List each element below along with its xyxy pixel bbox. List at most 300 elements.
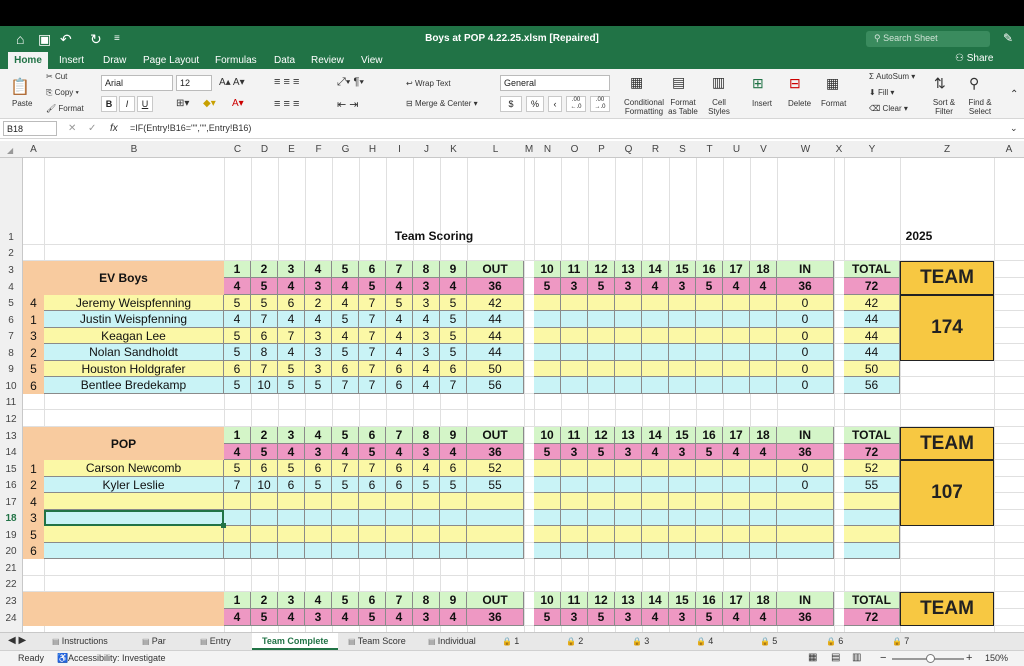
player-name[interactable]: Houston Holdgrafer: [44, 361, 224, 377]
score-cell[interactable]: [359, 543, 386, 559]
cell-styles-label[interactable]: Cell Styles: [708, 98, 730, 116]
align-top-icon[interactable]: ≡ ≡ ≡: [274, 76, 300, 88]
hole-par[interactable]: 3: [669, 444, 696, 460]
score-cell-back[interactable]: [588, 477, 615, 493]
column-header[interactable]: Q: [624, 144, 633, 155]
score-cell-back[interactable]: [750, 361, 777, 377]
row-header[interactable]: 23: [5, 596, 17, 607]
hole-par[interactable]: 4: [642, 444, 669, 460]
score-cell[interactable]: 7: [359, 295, 386, 311]
hole-number[interactable]: 6: [359, 261, 386, 278]
tab-insert[interactable]: Insert: [59, 55, 85, 66]
row-header[interactable]: 21: [5, 563, 17, 574]
autosum-button[interactable]: Σ AutoSum ▾: [869, 72, 916, 81]
column-header[interactable]: O: [570, 144, 579, 155]
hole-number[interactable]: 18: [750, 592, 777, 609]
score-cell[interactable]: 5: [440, 328, 467, 344]
score-cell-back[interactable]: [750, 460, 777, 477]
hole-number[interactable]: OUT: [467, 592, 524, 609]
score-cell-back[interactable]: [696, 344, 723, 361]
score-cell-back[interactable]: [750, 295, 777, 311]
player-rank[interactable]: 6: [23, 543, 44, 559]
score-cell[interactable]: [467, 493, 524, 510]
player-total[interactable]: 52: [844, 460, 900, 477]
score-cell-back[interactable]: [561, 311, 588, 328]
hole-par[interactable]: 3: [305, 609, 332, 626]
hole-par[interactable]: 4: [278, 609, 305, 626]
in-total[interactable]: 0: [777, 344, 834, 361]
score-cell-back[interactable]: [750, 526, 777, 543]
score-cell[interactable]: [467, 510, 524, 526]
score-cell[interactable]: [251, 526, 278, 543]
row-header[interactable]: 1: [8, 232, 14, 243]
hole-par[interactable]: 5: [534, 444, 561, 460]
score-cell[interactable]: 7: [359, 377, 386, 394]
score-cell-back[interactable]: [642, 526, 669, 543]
tab-home[interactable]: Home: [8, 52, 48, 69]
hole-par[interactable]: 4: [224, 609, 251, 626]
score-cell-back[interactable]: [588, 311, 615, 328]
score-cell[interactable]: 6: [305, 460, 332, 477]
hole-number[interactable]: IN: [777, 592, 834, 609]
score-cell-back[interactable]: [615, 311, 642, 328]
row-header[interactable]: 24: [5, 613, 17, 624]
hole-number[interactable]: 11: [561, 427, 588, 444]
hole-par[interactable]: 5: [588, 278, 615, 295]
collapse-ribbon-icon[interactable]: ⌃: [1010, 89, 1019, 100]
score-cell[interactable]: 5: [440, 295, 467, 311]
score-cell[interactable]: 4: [305, 311, 332, 328]
hole-number[interactable]: 8: [413, 592, 440, 609]
accessibility-icon[interactable]: ♿: [57, 653, 69, 663]
row-header[interactable]: 22: [5, 579, 17, 590]
score-cell-back[interactable]: [723, 344, 750, 361]
score-cell-back[interactable]: [615, 493, 642, 510]
score-cell[interactable]: [413, 543, 440, 559]
total-par[interactable]: 72: [844, 609, 900, 626]
zoom-out-icon[interactable]: −: [880, 652, 887, 664]
more-icon[interactable]: ≡: [114, 33, 120, 44]
score-cell[interactable]: 8: [251, 344, 278, 361]
player-total[interactable]: 50: [844, 361, 900, 377]
column-header[interactable]: T: [706, 144, 713, 155]
hole-number[interactable]: 9: [440, 427, 467, 444]
score-cell[interactable]: 4: [413, 311, 440, 328]
player-total[interactable]: 44: [844, 344, 900, 361]
column-header[interactable]: P: [598, 144, 605, 155]
sheet-tab[interactable]: [252, 633, 338, 650]
italic-button[interactable]: I: [119, 96, 135, 112]
score-cell[interactable]: [251, 510, 278, 526]
formula-input[interactable]: =IF(Entry!B16="","",Entry!B16): [130, 123, 252, 133]
score-cell[interactable]: [332, 543, 359, 559]
row-header[interactable]: 4: [8, 282, 14, 293]
hole-par[interactable]: 36: [777, 609, 834, 626]
score-cell[interactable]: 10: [251, 477, 278, 493]
player-rank[interactable]: 5: [23, 526, 44, 543]
score-cell-back[interactable]: [642, 361, 669, 377]
percent-button[interactable]: %: [526, 96, 544, 112]
score-cell[interactable]: 5: [413, 477, 440, 493]
score-cell-back[interactable]: [723, 477, 750, 493]
in-total[interactable]: [777, 543, 834, 559]
player-name[interactable]: [44, 543, 224, 559]
column-header[interactable]: Y: [868, 144, 876, 155]
expand-formula-icon[interactable]: ⌄: [1010, 123, 1018, 133]
score-cell[interactable]: [413, 526, 440, 543]
column-header[interactable]: C: [233, 144, 242, 155]
hole-par[interactable]: 3: [669, 609, 696, 626]
score-cell-back[interactable]: [696, 328, 723, 344]
column-header[interactable]: A: [30, 144, 37, 155]
hole-par[interactable]: 4: [723, 444, 750, 460]
score-cell-back[interactable]: [615, 460, 642, 477]
page-layout-view-icon[interactable]: ▤: [831, 652, 841, 663]
underline-button[interactable]: U: [137, 96, 153, 112]
format-painter-button[interactable]: 🖌 Format: [46, 104, 84, 113]
sort-filter-icon[interactable]: ⇅: [934, 75, 946, 91]
row-header[interactable]: 18: [5, 513, 17, 524]
score-cell[interactable]: [305, 510, 332, 526]
zoom-slider-thumb[interactable]: [926, 654, 935, 663]
score-cell-back[interactable]: [561, 295, 588, 311]
hole-number[interactable]: 16: [696, 427, 723, 444]
score-cell-back[interactable]: [534, 377, 561, 394]
row-header[interactable]: 12: [5, 414, 17, 425]
hole-par[interactable]: 3: [305, 444, 332, 460]
score-cell-back[interactable]: [588, 344, 615, 361]
row-header[interactable]: 15: [5, 464, 17, 475]
row-header[interactable]: 7: [8, 331, 14, 342]
score-cell[interactable]: 4: [413, 377, 440, 394]
score-cell[interactable]: 7: [359, 311, 386, 328]
player-name[interactable]: [44, 510, 224, 526]
score-cell-back[interactable]: [534, 460, 561, 477]
conditional-formatting-icon[interactable]: ▦: [630, 74, 644, 90]
score-cell[interactable]: 6: [386, 460, 413, 477]
score-cell[interactable]: 7: [359, 328, 386, 344]
comma-button[interactable]: ‹: [548, 96, 562, 112]
score-cell-back[interactable]: [561, 460, 588, 477]
score-cell[interactable]: [359, 526, 386, 543]
score-cell[interactable]: 3: [305, 361, 332, 377]
hole-par[interactable]: 3: [615, 609, 642, 626]
hole-par[interactable]: 5: [696, 278, 723, 295]
sort-filter-label[interactable]: Sort & Filter: [932, 98, 956, 116]
hole-par[interactable]: 3: [615, 444, 642, 460]
hole-number[interactable]: 17: [723, 261, 750, 278]
score-cell-back[interactable]: [534, 344, 561, 361]
hole-par[interactable]: 4: [278, 278, 305, 295]
score-cell-back[interactable]: [669, 493, 696, 510]
score-cell[interactable]: 4: [386, 311, 413, 328]
tab-draw[interactable]: Draw: [103, 55, 127, 66]
hole-number[interactable]: 4: [305, 261, 332, 278]
hole-number[interactable]: 3: [278, 261, 305, 278]
column-header[interactable]: F: [315, 144, 322, 155]
row-header[interactable]: 20: [5, 546, 17, 557]
grow-font-icon[interactable]: A▴ A▾: [219, 77, 245, 88]
score-cell[interactable]: 5: [224, 295, 251, 311]
score-cell[interactable]: 5: [305, 477, 332, 493]
score-cell-back[interactable]: [696, 477, 723, 493]
hole-par[interactable]: 5: [588, 444, 615, 460]
score-cell[interactable]: 52: [467, 460, 524, 477]
hole-par[interactable]: 5: [534, 609, 561, 626]
row-header[interactable]: 11: [5, 397, 17, 408]
score-cell[interactable]: 3: [305, 344, 332, 361]
hole-number[interactable]: 1: [224, 427, 251, 444]
player-total[interactable]: 44: [844, 328, 900, 344]
column-header[interactable]: R: [651, 144, 660, 155]
hole-number[interactable]: 6: [359, 592, 386, 609]
player-name[interactable]: Carson Newcomb: [44, 460, 224, 477]
fx-icon[interactable]: fx: [110, 123, 118, 134]
hole-par[interactable]: 5: [588, 609, 615, 626]
hole-number[interactable]: 14: [642, 592, 669, 609]
score-cell[interactable]: 4: [413, 460, 440, 477]
score-cell[interactable]: 5: [386, 295, 413, 311]
score-cell-back[interactable]: [669, 526, 696, 543]
find-select-icon[interactable]: ⚲: [969, 75, 980, 91]
score-cell-back[interactable]: [561, 328, 588, 344]
hole-number[interactable]: IN: [777, 261, 834, 278]
score-cell-back[interactable]: [750, 377, 777, 394]
in-total[interactable]: 0: [777, 377, 834, 394]
score-cell-back[interactable]: [669, 311, 696, 328]
hole-number[interactable]: 17: [723, 427, 750, 444]
score-cell[interactable]: 6: [386, 377, 413, 394]
score-cell[interactable]: [386, 510, 413, 526]
tab-formulas[interactable]: Formulas: [215, 55, 257, 66]
score-cell-back[interactable]: [615, 543, 642, 559]
find-select-label[interactable]: Find & Select: [968, 98, 992, 116]
tab-review[interactable]: Review: [311, 55, 344, 66]
hole-par[interactable]: 5: [251, 444, 278, 460]
hole-number[interactable]: 12: [588, 427, 615, 444]
column-header[interactable]: H: [368, 144, 377, 155]
in-total[interactable]: [777, 510, 834, 526]
hole-number[interactable]: 2: [251, 261, 278, 278]
column-header[interactable]: B: [130, 144, 138, 155]
hole-par[interactable]: 4: [750, 278, 777, 295]
column-header[interactable]: K: [450, 144, 457, 155]
score-cell-back[interactable]: [750, 477, 777, 493]
redo-icon[interactable]: ↻: [90, 31, 102, 47]
score-cell-back[interactable]: [696, 295, 723, 311]
total-label[interactable]: TOTAL: [844, 592, 900, 609]
score-cell[interactable]: 7: [251, 361, 278, 377]
hole-par[interactable]: 3: [669, 278, 696, 295]
score-cell-back[interactable]: [615, 344, 642, 361]
player-total[interactable]: 44: [844, 311, 900, 328]
hole-number[interactable]: 11: [561, 592, 588, 609]
hole-number[interactable]: 9: [440, 261, 467, 278]
hole-number[interactable]: 17: [723, 592, 750, 609]
conditional-formatting-label[interactable]: Conditional Formatting: [623, 98, 665, 116]
score-cell[interactable]: [467, 543, 524, 559]
score-cell-back[interactable]: [534, 493, 561, 510]
hole-number[interactable]: 18: [750, 427, 777, 444]
hole-par[interactable]: 4: [332, 444, 359, 460]
score-cell-back[interactable]: [588, 361, 615, 377]
score-cell[interactable]: [278, 493, 305, 510]
score-cell[interactable]: 7: [332, 460, 359, 477]
score-cell[interactable]: 50: [467, 361, 524, 377]
sheet-tab[interactable]: [428, 636, 476, 646]
score-cell-back[interactable]: [750, 344, 777, 361]
hole-number[interactable]: 8: [413, 261, 440, 278]
hole-number[interactable]: 10: [534, 427, 561, 444]
player-name[interactable]: Justin Weispfenning: [44, 311, 224, 328]
team-name-cell[interactable]: EV Boys: [23, 261, 224, 295]
player-rank[interactable]: 3: [23, 510, 44, 526]
score-cell[interactable]: [359, 510, 386, 526]
score-cell[interactable]: 6: [359, 477, 386, 493]
player-total[interactable]: [844, 493, 900, 510]
font-select[interactable]: Arial: [101, 75, 173, 91]
score-cell[interactable]: [224, 493, 251, 510]
sheet-tab[interactable]: [142, 636, 166, 646]
score-cell[interactable]: 6: [278, 477, 305, 493]
row-header[interactable]: 13: [5, 431, 17, 442]
player-rank[interactable]: 3: [23, 328, 44, 344]
hole-number[interactable]: 9: [440, 592, 467, 609]
hole-par[interactable]: 4: [224, 278, 251, 295]
score-cell[interactable]: [251, 543, 278, 559]
score-cell[interactable]: 44: [467, 328, 524, 344]
score-cell[interactable]: [386, 543, 413, 559]
player-name[interactable]: Jeremy Weispfenning: [44, 295, 224, 311]
column-header[interactable]: D: [260, 144, 269, 155]
in-total[interactable]: 0: [777, 477, 834, 493]
indent-icon[interactable]: ⇤ ⇥: [337, 99, 359, 111]
total-label[interactable]: TOTAL: [844, 427, 900, 444]
sheet-tab[interactable]: [348, 636, 406, 646]
score-cell-back[interactable]: [534, 295, 561, 311]
hole-par[interactable]: 36: [467, 444, 524, 460]
total-par[interactable]: 72: [844, 278, 900, 295]
score-cell[interactable]: 5: [332, 477, 359, 493]
hole-par[interactable]: 4: [332, 609, 359, 626]
align-left-icon[interactable]: ≡ ≡ ≡: [274, 98, 300, 110]
undo-icon[interactable]: ↶: [60, 31, 72, 47]
hole-par[interactable]: 3: [561, 278, 588, 295]
score-cell[interactable]: 6: [332, 361, 359, 377]
score-cell[interactable]: [440, 543, 467, 559]
score-cell[interactable]: 6: [386, 477, 413, 493]
score-cell-back[interactable]: [615, 328, 642, 344]
score-cell-back[interactable]: [669, 344, 696, 361]
sheet-tab[interactable]: [826, 636, 843, 646]
score-cell[interactable]: [224, 543, 251, 559]
copy-button[interactable]: ⎘ Copy ▾: [46, 88, 79, 97]
hole-par[interactable]: 4: [642, 609, 669, 626]
score-cell-back[interactable]: [615, 477, 642, 493]
team-name-cell[interactable]: POP: [23, 427, 224, 460]
score-cell[interactable]: [305, 526, 332, 543]
score-cell-back[interactable]: [534, 328, 561, 344]
in-total[interactable]: 0: [777, 295, 834, 311]
column-header[interactable]: W: [800, 144, 811, 155]
score-cell[interactable]: [305, 543, 332, 559]
score-cell[interactable]: 5: [224, 344, 251, 361]
player-name[interactable]: Keagan Lee: [44, 328, 224, 344]
player-rank[interactable]: 6: [23, 377, 44, 394]
sheet-tab[interactable]: [696, 636, 713, 646]
save-icon[interactable]: ▣: [38, 31, 52, 47]
score-cell[interactable]: 7: [251, 311, 278, 328]
player-total[interactable]: 42: [844, 295, 900, 311]
score-cell-back[interactable]: [723, 295, 750, 311]
score-cell[interactable]: [440, 493, 467, 510]
clear-button[interactable]: ⌫ Clear ▾: [869, 104, 908, 113]
score-cell[interactable]: 6: [278, 295, 305, 311]
in-total[interactable]: [777, 526, 834, 543]
score-cell[interactable]: 5: [278, 460, 305, 477]
score-cell[interactable]: [278, 543, 305, 559]
score-cell-back[interactable]: [723, 510, 750, 526]
player-total[interactable]: [844, 543, 900, 559]
score-cell[interactable]: [386, 526, 413, 543]
hole-par[interactable]: 4: [750, 444, 777, 460]
score-cell-back[interactable]: [696, 460, 723, 477]
total-label[interactable]: TOTAL: [844, 261, 900, 278]
score-cell-back[interactable]: [588, 295, 615, 311]
score-cell[interactable]: 7: [359, 344, 386, 361]
score-cell-back[interactable]: [723, 328, 750, 344]
hole-par[interactable]: 36: [467, 609, 524, 626]
score-cell-back[interactable]: [615, 295, 642, 311]
column-header[interactable]: Z: [943, 144, 951, 155]
score-cell-back[interactable]: [642, 493, 669, 510]
score-cell-back[interactable]: [723, 377, 750, 394]
hole-par[interactable]: 3: [561, 609, 588, 626]
delete-cells-label[interactable]: Delete: [788, 99, 812, 108]
score-cell-back[interactable]: [750, 328, 777, 344]
fill-color-icon[interactable]: ◆▾: [203, 98, 216, 109]
score-cell[interactable]: 5: [278, 361, 305, 377]
score-cell-back[interactable]: [642, 543, 669, 559]
score-cell-back[interactable]: [642, 295, 669, 311]
select-all-icon[interactable]: ◢: [7, 146, 14, 155]
hole-par[interactable]: 4: [642, 278, 669, 295]
score-cell[interactable]: 6: [251, 460, 278, 477]
score-cell-back[interactable]: [696, 493, 723, 510]
score-cell-back[interactable]: [696, 543, 723, 559]
score-cell-back[interactable]: [696, 377, 723, 394]
row-header[interactable]: 8: [8, 348, 14, 359]
hole-number[interactable]: 5: [332, 261, 359, 278]
team-name-cell[interactable]: [23, 592, 224, 626]
hole-par[interactable]: 4: [440, 444, 467, 460]
score-cell[interactable]: 4: [278, 311, 305, 328]
hole-par[interactable]: 4: [750, 609, 777, 626]
score-cell[interactable]: 6: [440, 361, 467, 377]
hole-number[interactable]: 13: [615, 261, 642, 278]
hole-number[interactable]: 8: [413, 427, 440, 444]
player-name[interactable]: [44, 493, 224, 510]
hole-par[interactable]: 5: [359, 609, 386, 626]
player-total[interactable]: [844, 526, 900, 543]
column-header[interactable]: V: [760, 144, 767, 155]
hole-number[interactable]: 12: [588, 261, 615, 278]
score-cell[interactable]: 3: [413, 344, 440, 361]
sheet-tab[interactable]: [502, 636, 519, 646]
score-cell-back[interactable]: [534, 361, 561, 377]
score-cell-back[interactable]: [534, 311, 561, 328]
player-rank[interactable]: 4: [23, 295, 44, 311]
